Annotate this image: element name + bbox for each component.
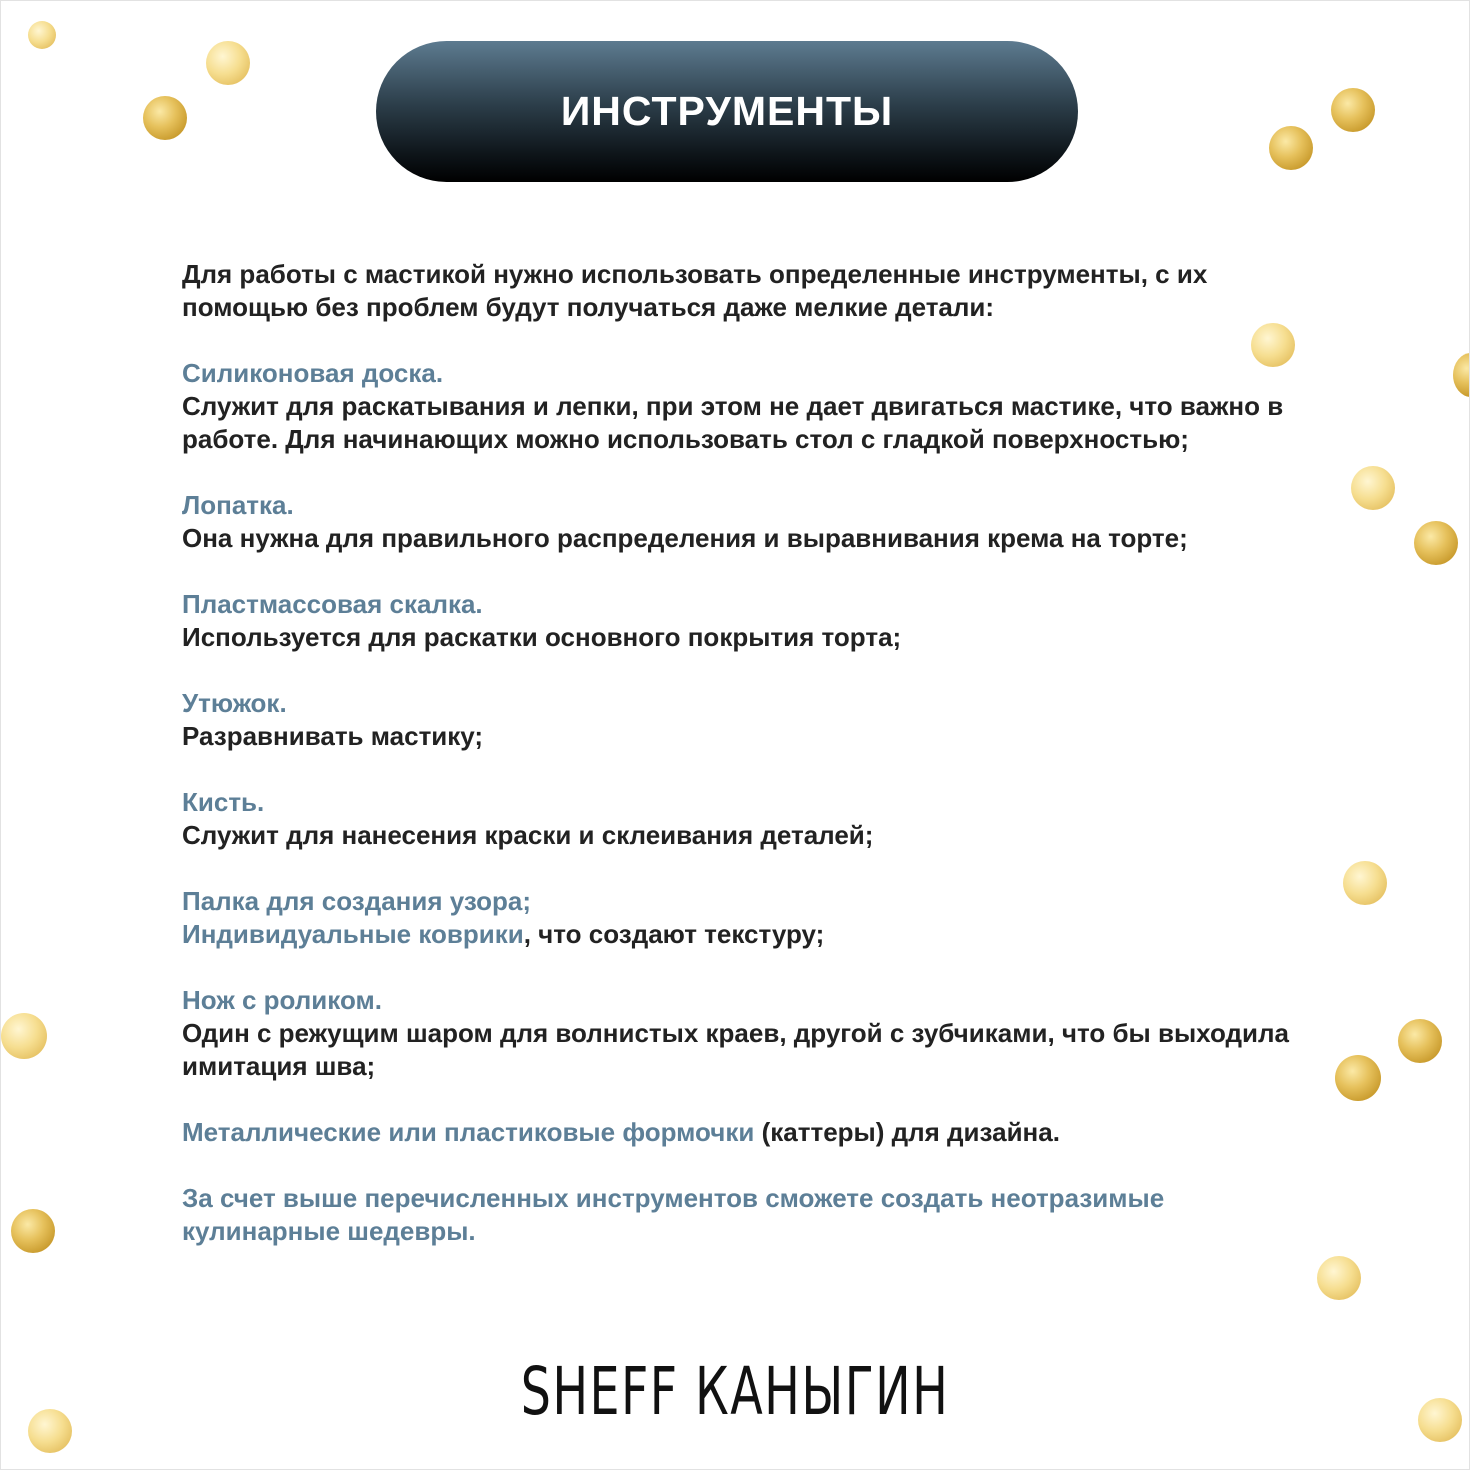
gold-dot-decoration	[1317, 1256, 1361, 1300]
tool-description: , что создают текстуру;	[523, 919, 825, 949]
tool-name: Нож с роликом.	[182, 985, 382, 1015]
intro-paragraph: Для работы с мастикой нужно использовать определенные инструменты, с их помощью без проблем будут получаться даже мелкие детали:	[182, 259, 1208, 322]
tool-item	[182, 489, 1312, 555]
article-body	[182, 258, 1312, 1281]
title-banner	[376, 41, 1078, 182]
tool-description: Разравнивать мастику;	[182, 721, 484, 751]
tool-name: Пластмассовая скалка.	[182, 589, 483, 619]
tool-description: Служит для раскатывания и лепки, при этом не дает двигаться мастике, что важно в работе. Для начинающих можно использовать стол с гладкой поверхностью;	[182, 391, 1284, 454]
tool-description: Она нужна для правильного распределения и выравнивания крема на торте;	[182, 523, 1188, 553]
tool-name: Утюжок.	[182, 688, 287, 718]
gold-dot-decoration	[1414, 521, 1458, 565]
tool-description: Используется для раскатки основного покрытия торта;	[182, 622, 902, 652]
tool-name: Индивидуальные коврики	[182, 919, 524, 949]
tool-name: Лопатка.	[182, 490, 294, 520]
tool-name: Силиконовая доска.	[182, 358, 444, 388]
tool-name: Кисть.	[182, 787, 265, 817]
gold-dot-decoration	[28, 1409, 72, 1453]
brand-logo-text: SHEFF КАНЫГИН	[520, 1353, 950, 1430]
tool-item	[182, 1116, 1312, 1149]
conclusion-paragraph: За счет выше перечисленных инструментов сможете создать неотразимые кулинарные шедевры.	[182, 1183, 1165, 1246]
tool-description: Один с режущим шаром для волнистых краев, другой с зубчиками, что бы выходила имитация шва;	[182, 1018, 1289, 1081]
gold-dot-decoration	[1269, 126, 1313, 170]
tool-description: (каттеры) для дизайна.	[754, 1117, 1060, 1147]
tool-item	[182, 984, 1312, 1083]
gold-dot-decoration	[1, 1013, 47, 1059]
gold-dot-decoration	[1335, 1055, 1381, 1101]
gold-dot-decoration	[1343, 861, 1387, 905]
tool-item	[182, 885, 1312, 951]
gold-dot-decoration	[1453, 353, 1470, 397]
gold-dot-decoration	[28, 21, 56, 49]
gold-dot-decoration	[206, 41, 250, 85]
gold-dot-decoration	[1418, 1398, 1462, 1442]
gold-dot-decoration	[1331, 88, 1375, 132]
tool-name: Палка для создания узора;	[182, 886, 532, 916]
gold-dot-decoration	[143, 96, 187, 140]
tool-item	[182, 357, 1312, 456]
tool-item	[182, 588, 1312, 654]
gold-dot-decoration	[11, 1209, 55, 1253]
gold-dot-decoration	[1351, 466, 1395, 510]
page-title: ИНСТРУМЕНТЫ	[560, 88, 894, 134]
tool-name: Металлические или пластиковые формочки	[182, 1117, 755, 1147]
tool-description: Служит для нанесения краски и склеивания деталей;	[182, 820, 874, 850]
tool-item	[182, 687, 1312, 753]
gold-dot-decoration	[1398, 1019, 1442, 1063]
tool-item	[182, 786, 1312, 852]
